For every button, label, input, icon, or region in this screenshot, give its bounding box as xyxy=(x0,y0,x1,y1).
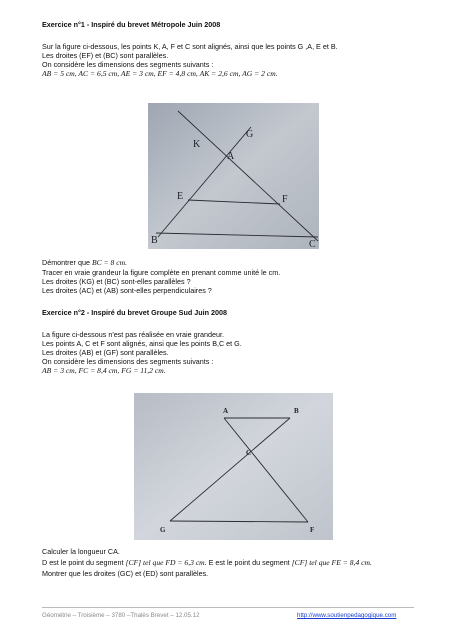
ex2-statement-line-1: La figure ci-dessous n'est pas réalisée en vraie grandeur. xyxy=(42,330,224,339)
ex1-question-4: Les droites (AC) et (AB) sont-elles perpendiculaires ? xyxy=(42,286,212,295)
ex2-figure-photo xyxy=(134,393,333,540)
label-e: E xyxy=(177,191,184,202)
label-a: A xyxy=(223,407,229,415)
ex1-question-1: Démontrer que BC = 8 cm. xyxy=(42,258,128,267)
label-c: C xyxy=(309,239,316,249)
ex2-question-2: D est le point du segment [CF] tel que FD = 6,3 cm. E est le point du segment [CF] tel que FE = 8,4 cm. xyxy=(42,558,372,567)
label-k: K xyxy=(193,139,201,150)
label-c: C xyxy=(246,449,252,457)
label-g: G xyxy=(246,129,254,140)
ex1-statement-line-1: Sur la figure ci-dessous, les points K, A, F et C sont alignés, ainsi que les points G ,A, E et B. xyxy=(42,42,338,51)
label-f: F xyxy=(282,194,288,205)
ex1-statement-line-2: Les droites (EF) et (BC) sont parallèles. xyxy=(42,51,169,60)
ex1-photo-background xyxy=(148,103,319,249)
ex2-dimensions: AB = 3 cm, FC = 8,4 cm, FG = 11,2 cm. xyxy=(42,366,166,375)
label-g: G xyxy=(160,526,166,534)
ex1-question-3: Les droites (KG) et (BC) sont-elles parallèles ? xyxy=(42,277,191,286)
footer-info: Géométrie – Troisième – 3780 –Thalès Brevet – 12.05.12 xyxy=(42,612,200,619)
ex2-statement-line-2: Les points A, C et F sont alignés, ainsi que les points B,C et G. xyxy=(42,339,242,348)
label-f: F xyxy=(310,526,315,534)
ex2-statement-line-4: On considère les dimensions des segments suivants : xyxy=(42,357,214,366)
label-a: A xyxy=(227,151,235,162)
ex1-statement-line-3: On considère les dimensions des segments suivants : xyxy=(42,60,214,69)
footer-link[interactable]: http://www.soutienpedagogique.com xyxy=(297,612,397,619)
ex2-question-3: Montrer que les droites (GC) et (ED) sont parallèles. xyxy=(42,569,209,578)
ex2-figure xyxy=(134,393,333,540)
ex2-statement-line-3: Les droites (AB) et (GF) sont parallèles. xyxy=(42,348,169,357)
ex1-figure-photo xyxy=(148,103,319,249)
ex1-dimensions: AB = 5 cm, AC = 6,5 cm, AE = 3 cm, EF = 4,8 cm, AK = 2,6 cm, AG = 2 cm. xyxy=(42,69,278,78)
exercise-2-title: Exercice n°2 - Inspiré du brevet Groupe Sud Juin 2008 xyxy=(42,308,228,317)
ex2-question-1: Calculer la longueur CA. xyxy=(42,547,120,556)
label-b: B xyxy=(151,235,158,246)
ex1-figure xyxy=(148,103,319,249)
footer-divider xyxy=(42,607,414,608)
label-b: B xyxy=(294,407,299,415)
exercise-1-title: Exercice n°1 - Inspiré du brevet Métropole Juin 2008 xyxy=(42,20,221,29)
ex1-question-2: Tracer en vraie grandeur la figure complète en prenant comme unité le cm. xyxy=(42,268,281,277)
